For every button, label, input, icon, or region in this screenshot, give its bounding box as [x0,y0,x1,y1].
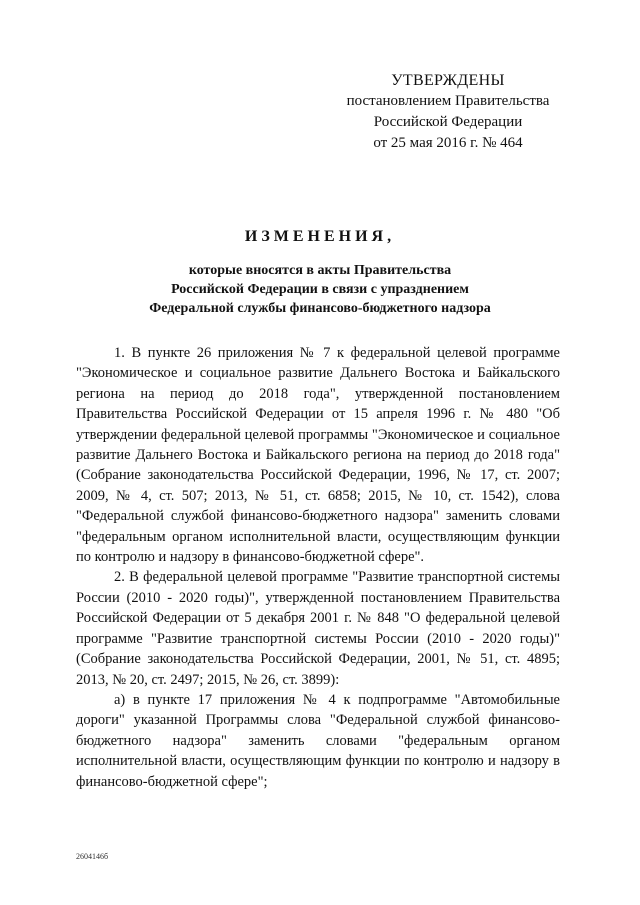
paragraph-item-2: 2. В федеральной целевой программе "Развитие транспортной системы России (2010 - 2020 годы)", утвержденной постановлением Правительства Российской Федерации от 5 декабря 2001 г. № 848 "О федеральной целевой программе "Развитие транспортной системы России (2010 - 2020 годы)" (Собрание законодательства Российской Федерации, 2001, № 51, ст. 4895; 2013, № 20, ст. 2497; 2015, № 26, ст. 3899): [76,569,560,688]
document-title: ИЗМЕНЕНИЯ, [244,228,396,245]
paragraph-item-1: 1. В пункте 26 приложения № 7 к федеральной целевой программе "Экономическое и социальное развитие Дальнего Востока и Байкальского региона на период до 2018 года", утвержденной постановлением Правительства Российской Федерации от 15 апреля 1996 г. № 480 "Об утверждении федеральной целевой программы "Экономическое и социальное развитие Дальнего Востока и Байкальского региона на период до 2018 года" (Собрание законодательства Российской Федерации, 1996, № 17, ст. 2007; 2009, № 4, ст. 507; 2013, № 51, ст. 6858; 2015, № 10, ст. 1542), слова "Федеральной службой финансово-бюджетного надзора" заменить словами "федеральным органом исполнительной власти, осуществляющим функции по контролю и надзору в финансово-бюджетной сфере". [76,345,560,566]
subtitle-line: Федеральной службы финансово-бюджетного надзора [149,301,491,316]
document-body [76,343,560,792]
document-code: 2604146б [76,852,109,861]
subtitle-line: Российской Федерации в связи с упразднением [171,282,469,297]
approval-stamp [330,70,566,154]
subtitle-line: которые вносятся в акты Правительства [188,263,452,278]
approval-line-date: от 25 мая 2016 г. № 464 [373,135,523,151]
approval-line-country: Российской Федерации [373,114,523,130]
document-subtitle [80,261,560,318]
approval-line-decree: постановлением Правительства [346,93,550,109]
approval-title: УТВЕРЖДЕНЫ [391,72,505,89]
document-heading [80,228,560,318]
paragraph-item-2a: а) в пункте 17 приложения № 4 к подпрограмме "Автомобильные дороги" указанной Программы слова "Федеральной службой финансово-бюджетного надзора" заменить словами "федеральным органом исполнительной власти, осуществляющим функции по контролю и надзору в финансово-бюджетной сфере"; [76,691,560,790]
